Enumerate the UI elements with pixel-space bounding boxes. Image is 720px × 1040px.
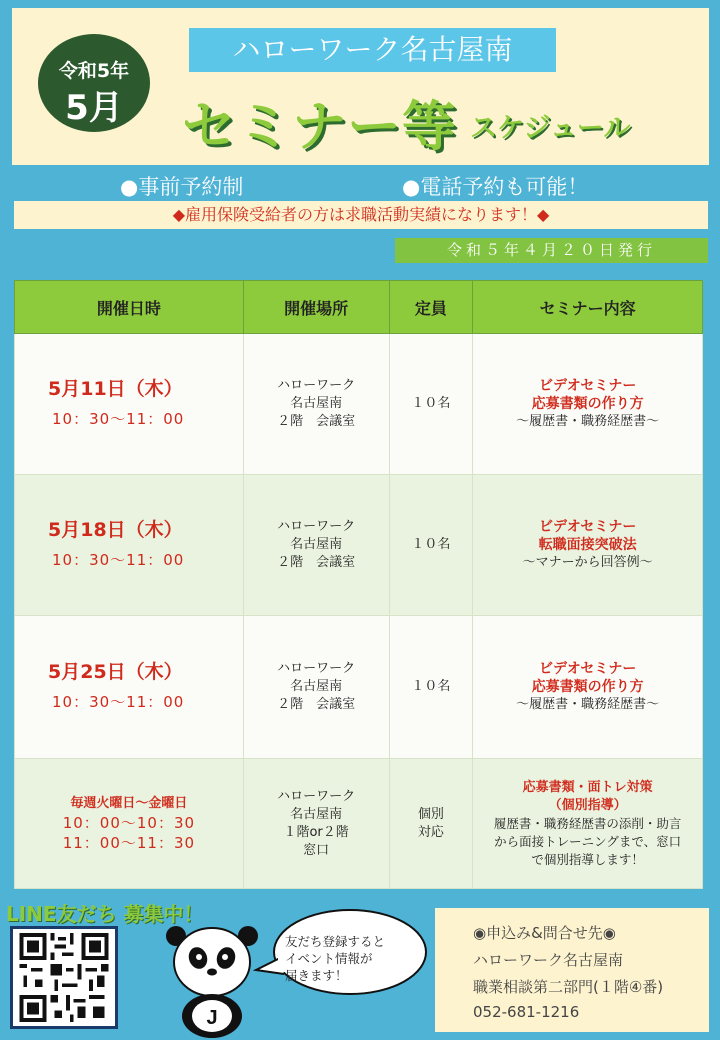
capacity-cell [389,616,473,759]
place-line: 名古屋南 [290,537,343,552]
phone-note: ●電話予約も可能！ [402,175,589,199]
contact-dept: 職業相談第二部門(１階④番) [473,978,664,996]
bubble-line: イベント情報が [285,951,373,966]
seminar-type: ビデオセミナー [539,661,637,677]
seminar-subtitle: 〜履歴書・職務経歴書〜 [516,414,660,429]
place-line: ハローワーク [277,788,356,804]
reservation-note: ●事前予約制 [120,175,244,199]
capacity-value: １０名 [411,396,451,411]
capacity-cell [389,475,473,616]
seminar-time: 10：30〜11：00 [52,410,185,428]
datetime-cell [15,475,244,616]
place-line: ２階 会議室 [277,555,356,570]
table-header-row [15,281,703,334]
table-row [15,475,703,616]
panda-mascot-icon [162,920,262,1038]
place-line: 名古屋南 [290,679,343,694]
capacity-value: １０名 [411,537,451,552]
place-line: ハローワーク [277,378,356,393]
table-row [15,616,703,759]
capacity-value: １０名 [411,679,451,694]
bubble-text [285,933,409,984]
content-cell [473,759,703,889]
capacity-cell [389,759,473,889]
place-cell [243,616,389,759]
contact-org: ハローワーク名古屋南 [473,951,624,969]
seminar-time: 10：00〜10：30 [62,813,196,832]
month-badge [38,34,150,132]
header-datetime: 開催日時 [15,281,244,334]
seminar-type: ビデオセミナー [539,519,637,535]
content-cell [473,334,703,475]
table-row [15,759,703,889]
place-line: ２階 会議室 [277,414,356,429]
page-title: セミナー等 [182,95,457,158]
table-row [15,334,703,475]
content-cell [473,616,703,759]
header-content: セミナー内容 [473,281,703,334]
place-line: 名古屋南 [290,396,343,411]
seminar-time: 10：30〜11：00 [52,693,185,711]
page-subtitle: スケジュール [470,113,631,144]
place-cell [243,334,389,475]
line-recruit-title: LINE友だち 募集中！ [6,902,204,926]
seminar-time: 10：30〜11：00 [52,551,185,569]
qr-code-icon[interactable] [10,926,118,1029]
seminar-date: 毎週火曜日〜金曜日 [70,795,188,811]
seminar-description: 履歴書・職務経歴書の添削・助言 [493,815,682,831]
place-line: ２階 会議室 [277,697,356,712]
seminar-date: 5月11日（木） [48,378,183,400]
schedule-table [14,280,703,889]
datetime-cell [15,759,244,889]
place-cell [243,475,389,616]
bubble-line: 届きます！ [285,968,348,983]
seminar-subtitle: 〜マナーから回答例〜 [522,555,653,570]
org-name-banner: ハローワーク名古屋南 [189,28,556,72]
seminar-title: （個別指導） [548,797,627,813]
place-line: ハローワーク [277,661,356,676]
place-line: ハローワーク [277,519,356,534]
header-place: 開催場所 [243,281,389,334]
contact-phone[interactable]: 052-681-1216 [473,1003,580,1021]
datetime-cell [15,334,244,475]
badge-year: 令和5年 [58,60,130,82]
datetime-cell [15,616,244,759]
panda-letter: J [206,1007,218,1029]
notice-banner: ◆雇用保険受給者の方は求職活動実績になります！◆ [14,201,708,229]
capacity-value: 個別 [417,806,444,822]
capacity-value: 対応 [417,824,444,840]
place-line: １階or２階 [283,824,349,840]
seminar-date: 5月18日（木） [48,519,183,541]
place-line: 名古屋南 [290,806,343,822]
place-cell [243,759,389,889]
seminar-description: で個別指導します！ [531,851,644,867]
seminar-type: ビデオセミナー [539,378,637,394]
seminar-subtitle: 〜履歴書・職務経歴書〜 [516,697,660,712]
capacity-cell [389,334,473,475]
qr-pattern [13,929,115,1026]
seminar-title: 転職面接突破法 [538,537,637,553]
seminar-title: 応募書類の作り方 [531,396,644,412]
contact-panel [435,908,709,1032]
header-capacity: 定員 [389,281,473,334]
seminar-description: から面接トレーニングまで、窓口 [494,833,682,849]
issue-date: 令和５年４月２０日発行 [395,238,708,263]
seminar-time: 11：00〜11：30 [62,833,196,852]
seminar-type: 応募書類・面トレ対策 [522,779,653,795]
seminar-title: 応募書類の作り方 [531,679,644,695]
content-cell [473,475,703,616]
contact-heading: ◉申込み&問合せ先◉ [473,924,616,942]
place-line: 窓口 [303,842,330,858]
badge-month: 5月 [65,88,123,128]
bubble-line: 友だち登録すると [285,934,386,949]
seminar-date: 5月25日（木） [48,661,183,683]
